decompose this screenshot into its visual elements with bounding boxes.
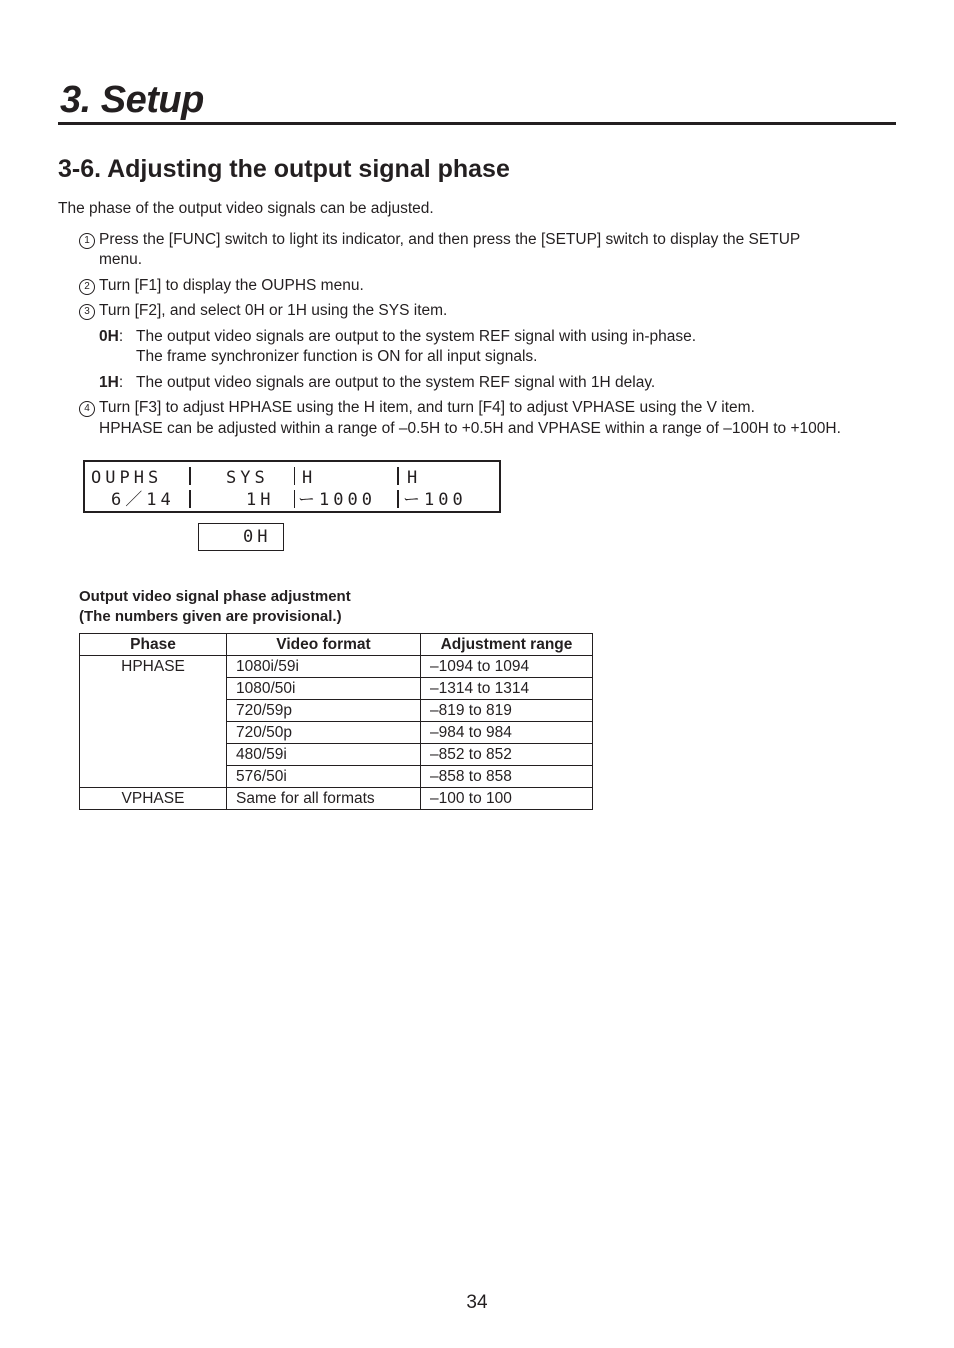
step-number: 4 — [79, 401, 95, 417]
section-title: 3-6. Adjusting the output signal phase — [58, 155, 510, 183]
format-cell: Same for all formats — [227, 788, 421, 810]
step-3 — [79, 301, 447, 321]
page-number: 34 — [466, 1292, 488, 1313]
step-text: Turn [F1] to display the OUPHS menu. — [99, 277, 364, 294]
format-cell: 1080/50i — [227, 678, 421, 700]
table-row — [80, 656, 593, 678]
lcd-h-label: H — [302, 468, 317, 488]
lcd-separator — [189, 490, 191, 508]
lcd-sys-alt-value: 0H — [243, 527, 272, 547]
lcd-sys-value: 1H — [246, 490, 275, 510]
option-0h-text-2: The frame synchronizer function is ON for all input signals. — [136, 348, 538, 365]
lcd-menu-display — [83, 460, 501, 513]
lcd-separator — [189, 467, 191, 485]
option-1h-text: The output video signals are output to the system REF signal with 1H delay. — [136, 374, 656, 391]
lcd-separator — [294, 467, 295, 485]
lcd-separator — [294, 490, 295, 508]
option-0h-text: The output video signals are output to the system REF signal with using in-phase. — [136, 328, 697, 345]
column-header-phase: Phase — [80, 634, 227, 656]
option-0h-key: 0H: — [99, 328, 124, 345]
option-1h-key: 1H: — [99, 374, 124, 391]
phase-adjustment-table — [79, 633, 593, 810]
phase-cell-hphase: HPHASE — [80, 656, 227, 788]
step-number: 2 — [79, 279, 95, 295]
lcd-sys-alt-box — [198, 523, 284, 551]
step-text: Turn [F3] to adjust HPHASE using the H item, and turn [F4] to adjust VPHASE using the V item. — [99, 399, 755, 416]
step-text: Turn [F2], and select 0H or 1H using the SYS item. — [99, 302, 448, 319]
range-cell: –858 to 858 — [421, 766, 593, 788]
column-header-adjustment-range: Adjustment range — [421, 634, 593, 656]
step-text: Press the [FUNC] switch to light its indicator, and then press the [SETUP] switch to display the SETUP — [99, 231, 801, 248]
step-1-continuation: menu. — [99, 251, 143, 268]
lcd-v-value: ー100 — [403, 490, 467, 510]
step-2 — [79, 276, 364, 296]
lcd-v-label: H — [407, 468, 422, 488]
column-header-video-format: Video format — [227, 634, 421, 656]
format-cell: 1080i/59i — [227, 656, 421, 678]
intro-text: The phase of the output video signals can be adjusted. — [58, 200, 434, 217]
range-cell: –100 to 100 — [421, 788, 593, 810]
range-cell: –984 to 984 — [421, 722, 593, 744]
lcd-sys-label: SYS — [226, 468, 269, 488]
step-1 — [79, 230, 800, 250]
lcd-separator — [397, 490, 399, 508]
table-caption-note: (The numbers given are provisional.) — [79, 608, 342, 625]
range-cell: –1094 to 1094 — [421, 656, 593, 678]
range-cell: –1314 to 1314 — [421, 678, 593, 700]
format-cell: 720/50p — [227, 722, 421, 744]
range-cell: –852 to 852 — [421, 744, 593, 766]
format-cell: 720/59p — [227, 700, 421, 722]
step-number: 3 — [79, 304, 95, 320]
table-row — [80, 788, 593, 810]
range-cell: –819 to 819 — [421, 700, 593, 722]
lcd-page: 6／14 — [111, 490, 175, 510]
lcd-menu-name: OUPHS — [91, 468, 163, 488]
format-cell: 576/50i — [227, 766, 421, 788]
chapter-header — [58, 74, 896, 125]
step-number: 1 — [79, 233, 95, 249]
step-4 — [79, 398, 755, 418]
lcd-h-value: ー1000 — [298, 490, 376, 510]
format-cell: 480/59i — [227, 744, 421, 766]
lcd-separator — [397, 467, 399, 485]
table-header-row — [80, 634, 593, 656]
step-4-continuation: HPHASE can be adjusted within a range of –0.5H to +0.5H and VPHASE within a range of –100H to +100H. — [99, 420, 841, 437]
chapter-title: 3. Setup — [60, 79, 204, 121]
table-caption: Output video signal phase adjustment — [79, 588, 351, 605]
phase-cell-vphase: VPHASE — [80, 788, 227, 810]
